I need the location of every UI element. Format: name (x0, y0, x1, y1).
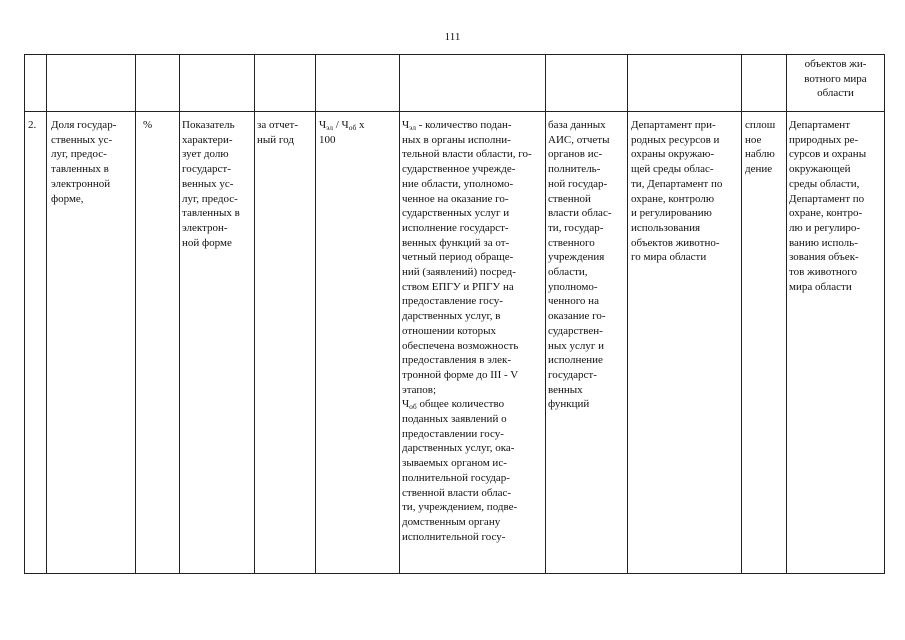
row-separator (24, 111, 885, 112)
col-border (24, 54, 25, 574)
var-1-description: - количество подан- ных в органы исполни- тельной власти области, го- сударственное учрежде- ние области, уполномо- ченное на оказание го- сударственных услуг и исполнение государст- венных функций за от- четный период обраще- ний (заявлений) посред- ством ЕПГУ и РПГУ на предоставление госу- дарственных услуг, в отношении которых обеспечена возможность предоставления в элек- тронной форме до III - V этапов; (402, 119, 532, 396)
var-1-subscript: эл (409, 123, 416, 132)
unit-cell: % (143, 119, 153, 131)
table-bottom-border (24, 573, 885, 574)
collector-cell: Департамент природных ре- сурсов и охраны окружающей среды области, Департамент по охране, контро- лю и регулиро- ванию исполь- зования объек- тов животного мира области (789, 119, 867, 293)
formula-sub-1: эл (326, 123, 333, 132)
period-cell: за отчет- ный год (257, 119, 299, 146)
col-border (135, 54, 136, 574)
var-2-subscript: об (409, 402, 417, 412)
indicator-table (24, 54, 885, 574)
responsible-cell: Департамент при- родных ресурсов и охраны окружаю- щей среды облас- ти, Департамент по охране, контролю и регулированию использования объектов животно- го мира области (631, 119, 723, 264)
table-top-border (24, 54, 885, 55)
col-border (627, 54, 628, 574)
col-border (545, 54, 546, 574)
continuation-collector-cell: объектов жи- вотного мира области (804, 58, 867, 100)
col-border (399, 54, 400, 574)
indicator-name-cell: Доля государ- ственных ус- луг, предос- тавленных в электронной форме, (51, 119, 117, 205)
col-border (254, 54, 255, 574)
formula-sub-2: об (348, 123, 357, 132)
row-number-cell: 2. (28, 119, 37, 131)
formula-cell (319, 118, 399, 147)
col-border (786, 54, 787, 574)
var-2-symbol: Ч (402, 398, 410, 411)
variables-cell (402, 118, 545, 544)
col-border (46, 54, 47, 574)
col-border (315, 54, 316, 574)
method-cell: сплош ное наблю дение (745, 119, 776, 176)
source-cell: база данных АИС, отчеты органов ис- полнитель- ной государ- ственной власти облас- ти, государ- ственного учреждения области, уполномо- ченного на оказание го- сударствен- ных услуг и исполнение государст- венных функций (548, 119, 612, 411)
formula-end: х 100 (319, 119, 365, 146)
formula-var-1: Ч (319, 119, 327, 131)
var-2-description: общее количество поданных заявлений о предоставлении госу- дарственных услуг, ока- зываемых органом ис- полнительной государ- ственной власти облас- ти, учреждением, подве- домственным органу исполнительной госу- (402, 398, 518, 543)
col-border (179, 54, 180, 574)
col-border (884, 54, 885, 574)
page-number: 111 (444, 31, 461, 43)
col-border (741, 54, 742, 574)
definition-cell: Показатель характери- зует долю государст- венных ус- луг, предос- тавленных в электрон- ной форме (182, 119, 240, 249)
formula-mid: / Ч (332, 119, 349, 131)
var-1-symbol: Ч (402, 119, 410, 131)
